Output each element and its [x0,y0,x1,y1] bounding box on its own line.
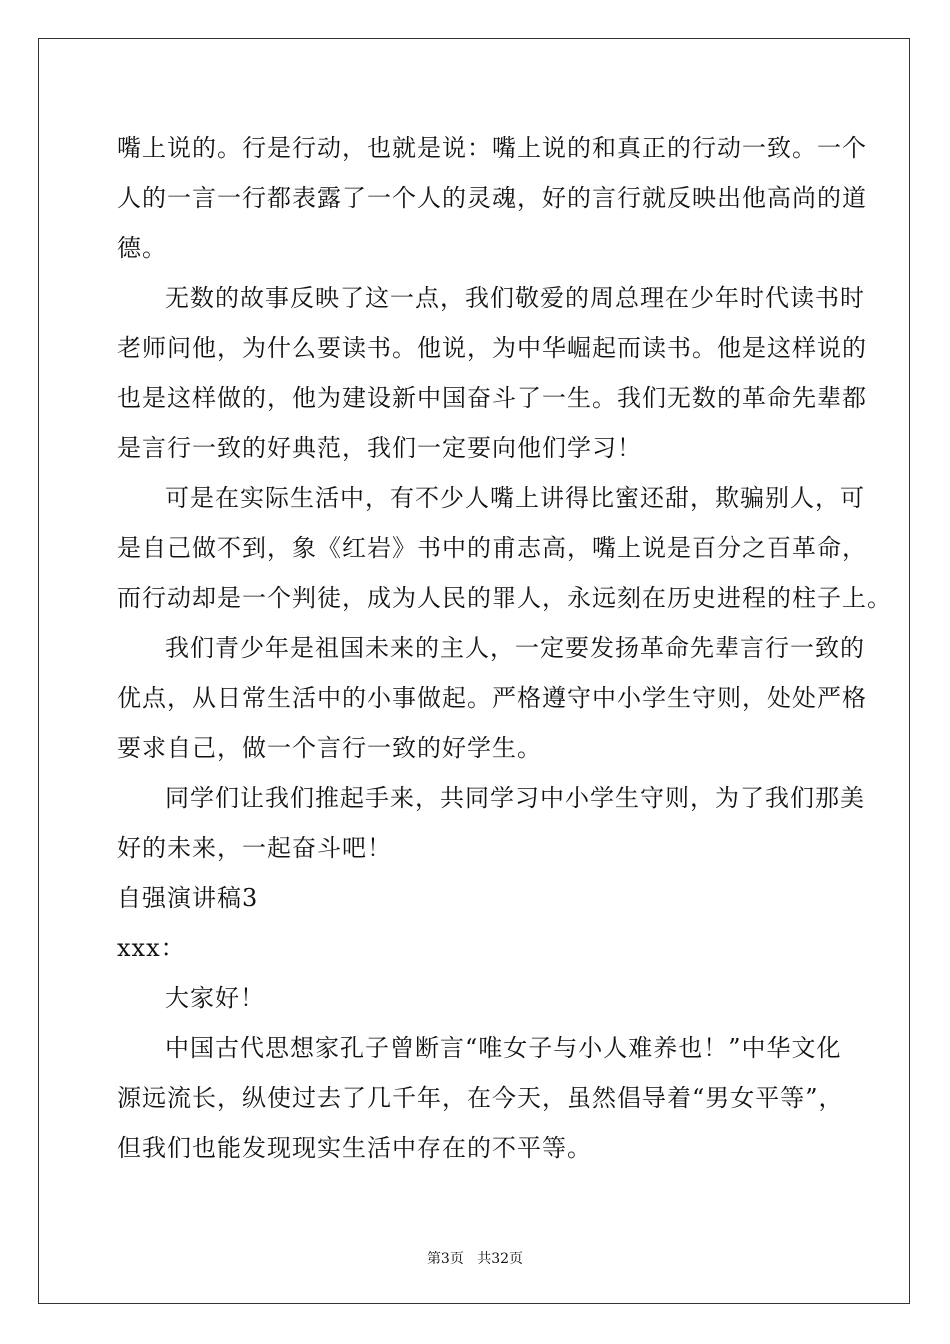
body-line: 好的未来，一起奋斗吧！ [117,834,392,862]
greeting: 大家好！ [165,984,265,1012]
body-line: 是自己做不到，象《红岩》书中的甫志高，嘴上说是百分之百革命， [117,534,867,562]
salutation: xxx： [117,934,186,962]
body-line: 嘴上说的。行是行动，也就是说：嘴上说的和真正的行动一致。一个 [117,134,867,162]
paragraph-start-line: 可是在实际生活中，有不少人嘴上讲得比蜜还甜，欺骗别人，可 [165,484,865,512]
body-line: 德。 [117,234,167,262]
page-total: 共32页 [477,1251,524,1267]
paragraph-start-line: 中国古代思想家孔子曾断言“唯女子与小人难养也！”中华文化 [165,1034,842,1062]
body-line: 优点，从日常生活中的小事做起。严格遵守中小学生守则，处处严格 [117,684,867,712]
body-line: 要求自己，做一个言行一致的好学生。 [117,734,542,762]
body-line: 人的一言一行都表露了一个人的灵魂，好的言行就反映出他高尚的道 [117,184,867,212]
page-footer [0,1250,950,1268]
body-line: 是言行一致的好典范，我们一定要向他们学习！ [117,434,642,462]
section-heading: 自强演讲稿3 [117,884,259,912]
paragraph-start-line: 我们青少年是祖国未来的主人，一定要发扬革命先辈言行一致的 [165,634,865,662]
page-number: 第3页 [426,1251,464,1267]
body-line: 老师问他，为什么要读书。他说，为中华崛起而读书。他是这样说的 [117,334,867,362]
body-line: 而行动却是一个判徒，成为人民的罪人，永远刻在历史进程的柱子上。 [117,584,892,612]
page-border [38,38,910,1304]
body-line: 源远流长，纵使过去了几千年，在今天，虽然倡导着“男女平等”， [117,1084,844,1112]
paragraph-start-line: 无数的故事反映了这一点，我们敬爱的周总理在少年时代读书时 [165,284,865,312]
body-line: 但我们也能发现现实生活中存在的不平等。 [117,1134,592,1162]
paragraph-start-line: 同学们让我们推起手来，共同学习中小学生守则，为了我们那美 [165,784,865,812]
body-line: 也是这样做的，他为建设新中国奋斗了一生。我们无数的革命先辈都 [117,384,867,412]
